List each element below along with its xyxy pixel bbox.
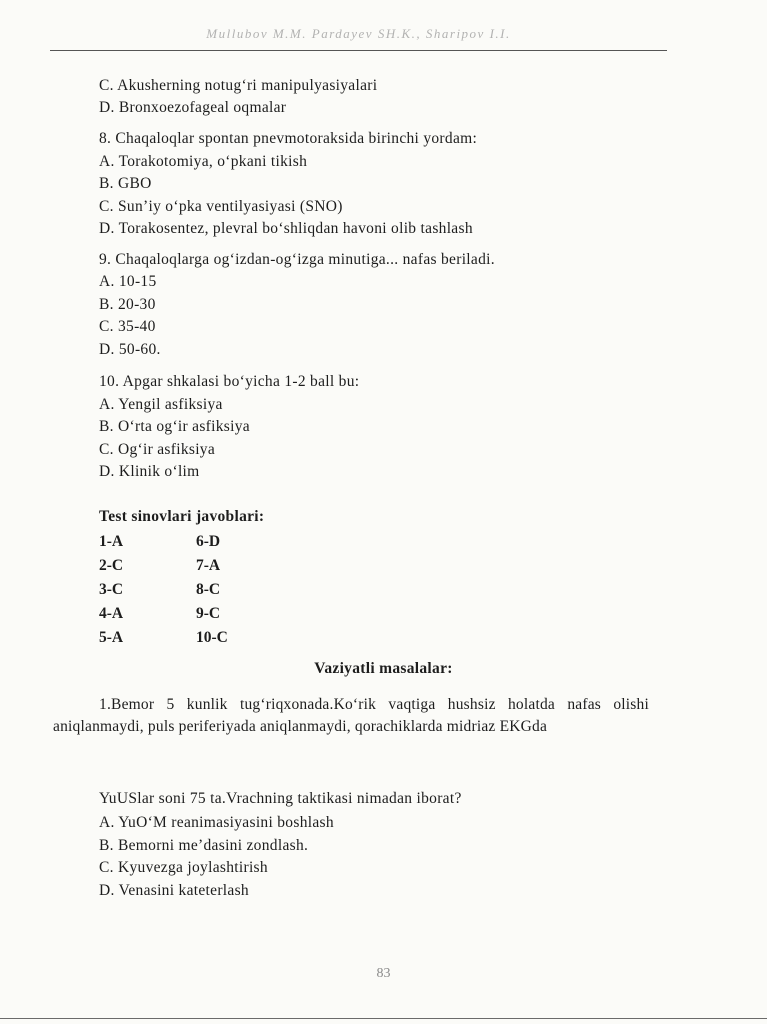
- situational-title: Vaziyatli masalalar:: [314, 660, 453, 677]
- answer-item: 1-A: [99, 533, 124, 550]
- option-line: D. Torakosentez, plevral bo‘shliqdan havoni olib tashlash: [99, 220, 473, 237]
- page-number: 83: [376, 966, 391, 981]
- case-1-question: YuUSlar soni 75 ta.Vrachning taktikasi nimadan iborat?: [99, 790, 462, 807]
- option-line: B. O‘rta og‘ir asfiksiya: [99, 418, 250, 435]
- answer-item: 8-C: [196, 581, 221, 598]
- running-header: Mullubov M.M. Pardayev SH.K., Sharipov I.I.: [206, 26, 511, 41]
- answer-item: 10-C: [196, 629, 228, 646]
- answer-item: 9-C: [196, 605, 221, 622]
- answer-item: 3-C: [99, 581, 124, 598]
- option-line: D. Bronxoezofageal oqmalar: [99, 99, 287, 116]
- option-line: A. Yengil asfiksiya: [99, 396, 223, 413]
- question-10: 10. Apgar shkalasi bo‘yicha 1-2 ball bu:: [99, 373, 360, 390]
- option-line: C. Sun’iy o‘pka ventilyasiyasi (SNO): [99, 198, 343, 215]
- option-line: B. 20-30: [99, 296, 156, 313]
- option-line: D. 50-60.: [99, 341, 161, 358]
- answer-item: 4-A: [99, 605, 124, 622]
- answers-title: Test sinovlari javoblari:: [99, 508, 265, 525]
- option-line: A. 10-15: [99, 273, 157, 290]
- case-1-text: [53, 694, 649, 738]
- answer-item: 5-A: [99, 629, 124, 646]
- answer-item: 7-A: [196, 557, 221, 574]
- case-1-body: 1.Bemor 5 kunlik tug‘riqxonada.Ko‘rik vaqtiga hushsiz holatda nafas olishi aniqlanmaydi, puls periferiyada aniqlanmaydi, qorachiklarda midriaz EKGda: [53, 696, 649, 735]
- answer-item: 6-D: [196, 533, 221, 550]
- option-line: D. Venasini kateterlash: [99, 882, 249, 899]
- option-line: C. Og‘ir asfiksiya: [99, 441, 216, 458]
- option-line: B. Bemorni me’dasini zondlash.: [99, 837, 309, 854]
- option-line: C. Kyuvezga joylashtirish: [99, 859, 268, 876]
- option-line: A. Torakotomiya, o‘pkani tikish: [99, 153, 308, 170]
- option-line: C. 35-40: [99, 318, 156, 335]
- question-9: 9. Chaqaloqlarga og‘izdan-og‘izga minutiga... nafas beriladi.: [99, 251, 495, 268]
- bottom-edge: [0, 1018, 767, 1019]
- option-line: A. YuO‘M reanimasiyasini boshlash: [99, 814, 334, 831]
- question-8: 8. Chaqaloqlar spontan pnevmotoraksida birinchi yordam:: [99, 130, 478, 147]
- option-line: D. Klinik o‘lim: [99, 463, 200, 480]
- answer-item: 2-C: [99, 557, 124, 574]
- option-line: C. Akusherning notug‘ri manipulyasiyalari: [99, 77, 378, 94]
- header-divider: [50, 50, 667, 51]
- option-line: B. GBO: [99, 175, 152, 192]
